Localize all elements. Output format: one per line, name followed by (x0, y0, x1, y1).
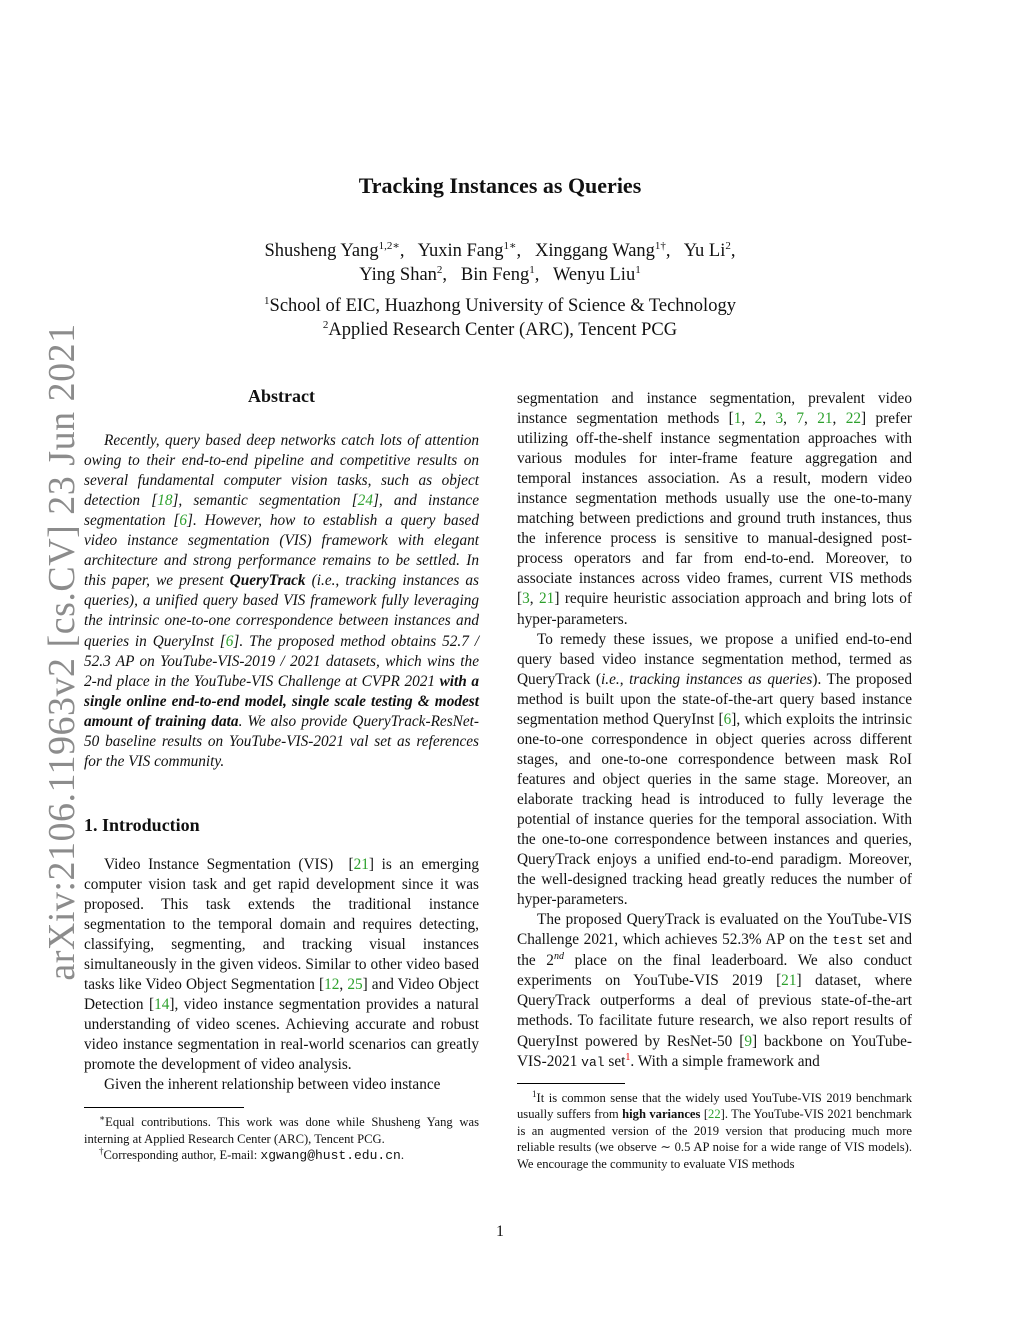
affiliation-mark: 2 (322, 318, 329, 331)
citation-link[interactable]: 7 (796, 410, 804, 428)
text: . We also provide QueryTrack-ResNet-50 baseline results on YouTube-VIS-2021 val set as references for the VIS community. (84, 712, 479, 770)
text: (i.e., tracking instances as queries), a unified query based VIS framework fully leveraging the intrinsic one-to-one correspondence between instances and queries in QueryInst [ (84, 572, 479, 650)
text: . (400, 1148, 404, 1163)
intro-paragraph: Given the inherent relationship between video instance (104, 1076, 441, 1094)
bold-text: QueryTrack (229, 572, 306, 590)
text: ] require heuristic association approach and bring lots of hyper-parameters. (517, 590, 912, 628)
citation-link[interactable]: 24 (357, 492, 373, 510)
text: segmentation and instance segmentation, prevalent video instance segmentation methods [ (517, 390, 912, 428)
footnote-mark: 1 (532, 1088, 537, 1099)
text: Corresponding author, E-mail: (103, 1148, 261, 1163)
author-affiliation-mark: 1† (654, 239, 666, 252)
author-line-2 (0, 263, 1000, 287)
intro-paragraph (84, 855, 479, 1076)
bold-text: with a single online end-to-end model, single scale testing & modest amount of training data (84, 672, 479, 730)
text: , (783, 410, 797, 428)
text: To remedy these issues, we propose a unified end-to-end query based video instance segmentation method, termed as QueryTrack ( (517, 630, 912, 688)
code-text: val (581, 1054, 605, 1070)
text: ]. However, how to establish a query based video instance segmentation (VIS) framework with elegant architecture and strong performance remains to be settled. In this paper, we present (84, 512, 479, 590)
footnote-divider (517, 1083, 625, 1084)
citation-link[interactable]: 1 (733, 410, 742, 428)
affiliation-list (0, 294, 1000, 342)
text: ] and Video Object Detection [ (84, 976, 479, 1014)
text: ], which exploits the intrinsic one-to-one correspondence in object queries across different stages, and one-to-one correspondence between mask RoI features and object queries in the same stage. Moreover, an elaborate tracking head is introduced to fully leverage the potential of instance queries for the temporal association. With the one-to-one correspondence between instances and queries, QueryTrack enjoys a unified end-to-end paradigm. Moreover, the well-designed tracking head greatly reduces the number of hyper-parameters. (517, 710, 913, 909)
text: set and the 2 (517, 931, 912, 970)
author-affiliation-mark: 1,2∗ (378, 239, 400, 252)
author-affiliation-mark: 1 (635, 263, 641, 276)
author-affiliation-mark: 1 (529, 263, 535, 276)
text: ], and instance segmentation [ (84, 492, 479, 530)
text: , (762, 410, 776, 428)
footnote-divider (84, 1107, 244, 1108)
arxiv-identifier-stamp: arXiv:2106.11963v2 [cs.CV] 23 Jun 2021 (41, 323, 83, 981)
footnote-mark: ∗ (99, 1113, 106, 1124)
text: It is common sense that the widely used YouTube-VIS 2019 benchmark usually suffers from (517, 1090, 912, 1122)
body-paragraph (517, 389, 912, 630)
author-name: Wenyu Liu (552, 265, 636, 285)
citation-link[interactable]: 6 (723, 710, 732, 728)
author-name: Shusheng Yang (264, 241, 379, 261)
body-paragraph (517, 630, 912, 911)
affiliation-text: School of EIC, Huazhong University of Science & Technology (269, 296, 736, 316)
citation-link[interactable]: 6 (225, 632, 234, 650)
text: . With a simple framework and (630, 1052, 820, 1070)
author-affiliation-mark: 1∗ (503, 239, 517, 252)
body-paragraph (517, 910, 912, 1072)
citation-link[interactable]: 21 (353, 855, 369, 873)
footnote (84, 1147, 479, 1165)
text: , (529, 590, 540, 608)
citation-link[interactable]: 22 (708, 1107, 721, 1122)
text: ]. The proposed method obtains 52.7 / 52.3 AP on YouTube-VIS-2019 / 2021 datasets, which wins the 2-nd place in the YouTube-VIS Challenge at CVPR 2021 (84, 632, 480, 690)
author-separator: , (534, 265, 553, 285)
code-text: test (832, 933, 864, 949)
text: ] backbone on YouTube-VIS-2021 (517, 1032, 912, 1070)
text: ] prefer utilizing off-the-shelf instance segmentation approaches with various modules for inter-frame feature aggregation and temporal instances association. As a result, modern video instance segmentation methods usually use the one-to-many matching between predictions and ground truth instances, thus the inference process is sensitive to manual-designed post-process operators and far from end-to-end. Moreover, to associate instances across video frames, current VIS methods [ (517, 410, 912, 608)
text: , (803, 410, 818, 428)
text: Video Instance Segmentation (VIS) [ (104, 855, 354, 873)
affiliation-text: Applied Research Center (ARC), Tencent PCG (328, 320, 678, 340)
author-separator: , (399, 241, 418, 261)
abstract-heading: Abstract (248, 386, 315, 406)
author-affiliation-mark: 2 (725, 239, 731, 252)
text: The proposed QueryTrack is evaluated on the YouTube-VIS Challenge 2021, which achieves 52.3% AP on the (517, 911, 912, 949)
author-name: Yu Li (683, 241, 726, 261)
text: Recently, query based deep networks catch lots of attention owing to their end-to-end pipeline and competitive results on several fundamental computer vision tasks, such as object detection [ (84, 432, 479, 510)
author-line-1 (0, 239, 1000, 263)
citation-link[interactable]: 21 (781, 972, 797, 990)
text: ], video instance segmentation provides a natural understanding of video scenes. Achieving accurate and robust video instance segmentation in real-world scenarios can greatly promote the development of video analysis. (84, 996, 479, 1074)
text: , (339, 976, 348, 994)
citation-link[interactable]: 18 (157, 492, 173, 510)
citation-link[interactable]: 14 (154, 996, 170, 1014)
text: [ (700, 1107, 709, 1122)
text: ). The proposed method is built upon the state-of-the-art query based instance segmentation method QueryInst [ (517, 670, 912, 728)
author-separator: , (665, 241, 684, 261)
affiliation-mark: 1 (264, 294, 270, 307)
citation-link[interactable]: 3 (522, 590, 530, 608)
author-separator: , (730, 241, 736, 261)
right-column (517, 389, 912, 1172)
citation-link[interactable]: 3 (775, 410, 784, 428)
citation-link[interactable]: 21 (539, 590, 555, 608)
text: ] is an emerging computer vision task and get rapid development since it was proposed. This task extends the traditional instance segmentation to the temporal domain and requires detecting, classifying, segmenting, and tracking visual instances simultaneously in the given videos. Similar to other video based tasks like Video Object Segmentation [ (84, 855, 479, 994)
section-heading-introduction: 1. Introduction (84, 814, 200, 835)
abstract-body (84, 431, 479, 772)
author-name: Bin Feng (460, 265, 530, 285)
author-separator: , (516, 241, 535, 261)
author-list (0, 239, 1000, 287)
text: place on the final leaderboard. We also conduct experiments on YouTube-VIS 2019 [ (517, 952, 912, 990)
footnote (517, 1090, 912, 1173)
superscript: nd (553, 951, 564, 963)
affiliation-1 (0, 294, 1000, 318)
citation-link[interactable]: 21 (817, 410, 833, 428)
bold-text: high variances (622, 1107, 701, 1122)
citation-link[interactable]: 2 (754, 410, 763, 428)
author-name: Ying Shan (359, 265, 437, 285)
text: ]. The YouTube-VIS 2021 benchmark is an augmented version of the 2019 version that producing much more reliable results (we observe ∼ 0.5 AP noise for a wide range of VIS models). We encourage the community to evaluate VIS methods (517, 1107, 912, 1171)
author-name: Yuxin Fang (417, 241, 504, 261)
citation-link[interactable]: 12 (324, 976, 340, 994)
page-number: 1 (496, 1223, 504, 1240)
email-link[interactable]: xgwang@hust.edu.cn (260, 1148, 401, 1164)
italic-text: i.e., tracking instances as queries (601, 670, 813, 688)
affiliation-2 (0, 318, 1000, 342)
citation-link[interactable]: 6 (179, 512, 188, 530)
citation-link[interactable]: 22 (845, 410, 861, 428)
author-name: Xinggang Wang (534, 241, 655, 261)
left-column (84, 386, 479, 1165)
citation-link[interactable]: 9 (744, 1032, 752, 1050)
footnote-link[interactable]: 1 (625, 1051, 631, 1063)
footnote (84, 1114, 479, 1147)
footnote-mark: † (99, 1146, 104, 1157)
author-separator: , (442, 265, 461, 285)
text: ] dataset, where QueryTrack outperforms a deal of previous state-of-the-art methods. To facilitate future research, we also report results of QueryInst powered by ResNet-50 [ (517, 972, 912, 1050)
author-affiliation-mark: 2 (436, 263, 443, 276)
text: ], semantic segmentation [ (172, 492, 358, 510)
text: , (832, 410, 846, 428)
paper-title: Tracking Instances as Queries (358, 173, 642, 198)
citation-link[interactable]: 25 (347, 976, 363, 994)
text: , (741, 410, 755, 428)
text: Equal contributions. This work was done while Shusheng Yang was interning at Applied Research Center (ARC), Tencent PCG. (84, 1115, 479, 1146)
text: set (604, 1052, 626, 1070)
